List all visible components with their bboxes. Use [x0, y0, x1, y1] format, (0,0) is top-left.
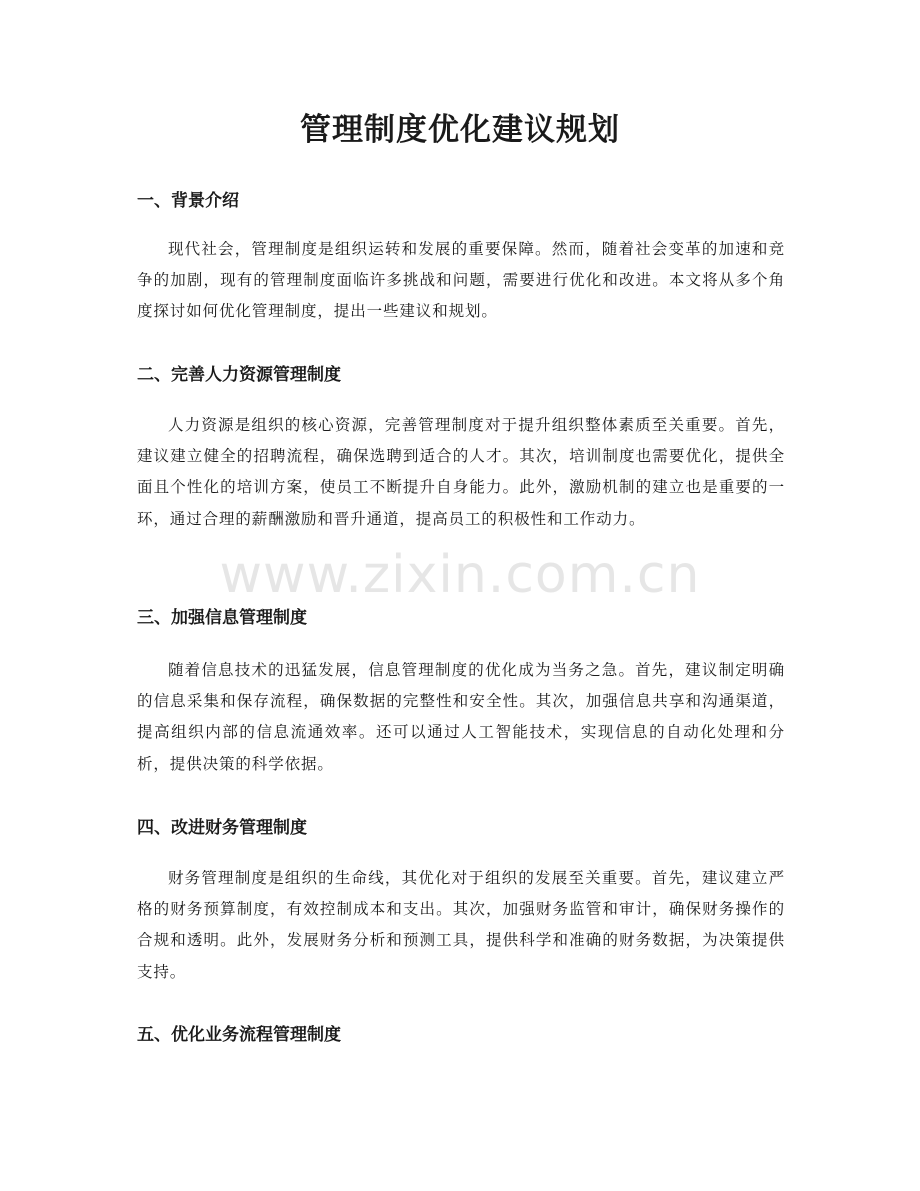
section-body-information: 随着信息技术的迅猛发展，信息管理制度的优化成为当务之急。首先，建议制定明确的信息采集和保存流程，确保数据的完整性和安全性。其次，加强信息共享和沟通渠道，提高组织内部的信息流通效率。还可以通过人工智能技术，实现信息的自动化处理和分析，提供决策的科学依据。 [137, 661, 785, 773]
section-heading-information: 三、加强信息管理制度 [137, 608, 307, 628]
section-body-finance: 财务管理制度是组织的生命线，其优化对于组织的发展至关重要。首先，建议建立严格的财务预算制度，有效控制成本和支出。其次，加强财务监管和审计，确保财务操作的合规和透明。此外，发展财务分析和预测工具，提供科学和准确的财务数据，为决策提供支持。 [137, 869, 785, 981]
watermark: www.zixin.com.cn [219, 545, 701, 605]
section-heading-business-process: 五、优化业务流程管理制度 [137, 1025, 341, 1045]
section-body-background: 现代社会，管理制度是组织运转和发展的重要保障。然而，随着社会变革的加速和竞争的加剧，现有的管理制度面临许多挑战和问题，需要进行优化和改进。本文将从多个角度探讨如何优化管理制度，提出一些建议和规划。 [137, 240, 785, 321]
section-heading-human-resources: 二、完善人力资源管理制度 [137, 365, 341, 385]
section-heading-finance: 四、改进财务管理制度 [137, 818, 307, 838]
section-body-human-resources: 人力资源是组织的核心资源，完善管理制度对于提升组织整体素质至关重要。首先，建议建立健全的招聘流程，确保选聘到适合的人才。其次，培训制度也需要优化，提供全面且个性化的培训方案，使员工不断提升自身能力。此外，激励机制的建立也是重要的一环，通过合理的薪酬激励和晋升通道，提高员工的积极性和工作动力。 [137, 416, 785, 528]
page-title: 管理制度优化建议规划 [300, 112, 620, 148]
section-heading-background: 一、背景介绍 [137, 191, 239, 211]
